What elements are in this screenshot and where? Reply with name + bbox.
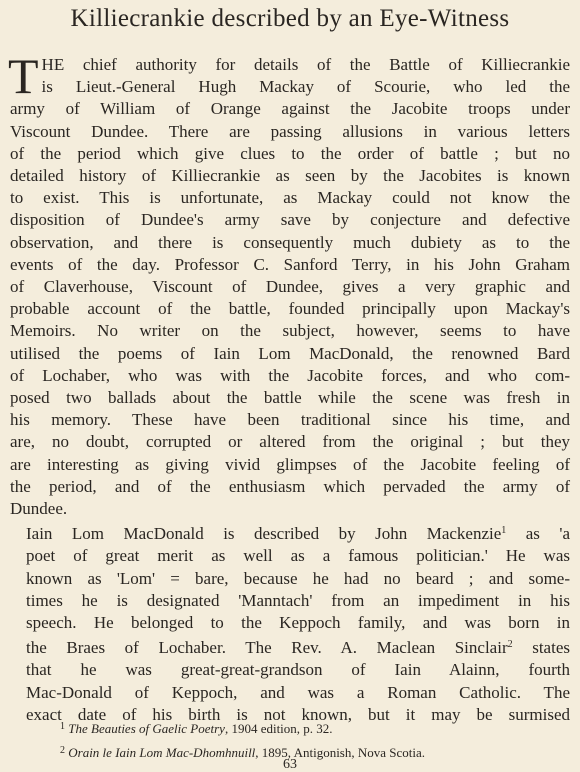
text-line: Dundee. <box>10 499 68 519</box>
text-segment: Iain Lom MacDonald is described by John Mackenzie <box>26 524 502 544</box>
text-line: his memory. These have been traditional since his time, and <box>10 410 570 430</box>
page-title: Killiecrankie described by an Eye-Witness <box>70 5 510 32</box>
text-line: known as 'Lom' = bare, because he had no beard ; and some- <box>26 568 570 588</box>
text-line: observation, and there is consequently much dubiety as to the <box>10 232 570 252</box>
text-line: Mac-Donald of Keppoch, and was a Roman Catholic. The <box>26 682 570 702</box>
text-line: posed two ballads about the battle while the scene was fresh in <box>10 388 570 408</box>
body-text <box>8 48 570 726</box>
footnote-title: The Beauties of Gaelic Poetry <box>68 721 225 736</box>
text-segment: the Braes of Lochaber. The Rev. A. Maclean Sinclair <box>26 638 508 658</box>
text-line: that he was great-great-grandson of Iain Alainn, fourth <box>26 660 570 680</box>
text-line: speech. He belonged to the Keppoch family, and was born in <box>26 613 570 633</box>
text-line: the period, and of the enthusiasm which pervaded the army of <box>10 476 570 496</box>
text-line: detailed history of Killiecrankie as seen by the Jacobites is known <box>10 166 570 186</box>
text-line: Memoirs. No writer on the subject, however, seems to have <box>10 321 570 341</box>
text-line: to exist. This is unfortunate, as Mackay could not know the <box>10 188 570 208</box>
text-line <box>10 634 570 659</box>
text-line: is Lieut.-General Hugh Mackay of Scourie, who led the <box>41 77 570 97</box>
footnote-1 <box>60 716 560 740</box>
footnote-ref: 1 <box>501 525 507 537</box>
footnotes <box>60 716 560 764</box>
text-line: probable account of the battle, founded principally upon Mackay's <box>10 299 570 319</box>
text-segment: states <box>532 638 570 658</box>
text-line: utilised the poems of Iain Lom MacDonald, the renowned Bard <box>10 343 570 363</box>
text-line <box>10 520 570 545</box>
text-line: disposition of Dundee's army save by conjecture and defective <box>10 210 570 230</box>
text-line: of the period which give clues to the order of battle ; but no <box>10 143 570 163</box>
text-line: are, no doubt, corrupted or altered from the original ; but they <box>10 432 570 452</box>
text-line: exact date of his birth is not known, but it may be surmised <box>26 704 570 724</box>
drop-cap: T <box>8 48 39 104</box>
footnote-text: , 1904 edition, p. 32. <box>224 721 333 736</box>
text-line: Viscount Dundee. There are passing allusions in various letters <box>10 121 570 141</box>
page-number: 63 <box>283 757 297 772</box>
footnote-ref: 2 <box>507 639 513 651</box>
text-segment: as 'a <box>525 524 570 544</box>
text-line: poet of great merit as well as a famous politician.' He was <box>26 546 570 566</box>
text-line: times he is designated 'Manntach' from an impediment in his <box>26 590 570 610</box>
text-line: of Claverhouse, Viscount of Dundee, gives a very graphic and <box>10 277 570 297</box>
text-line: are interesting as giving vivid glimpses of the Jacobite feeling of <box>10 454 570 474</box>
paragraph-1 <box>8 48 570 520</box>
footnote-mark: 2 <box>60 745 65 756</box>
footnote-text: , 1895, Antigonish, Nova Scotia. <box>255 745 426 760</box>
text-line: events of the day. Professor C. Sanford Terry, in his John Graham <box>10 254 570 274</box>
footnote-mark: 1 <box>60 721 65 732</box>
text-line: HE chief authority for details of the Battle of Killiecrankie <box>41 55 570 74</box>
paragraph-2 <box>10 520 570 726</box>
text-line: army of William of Orange against the Jacobite troops under <box>10 99 570 119</box>
footnote-title: Orain le Iain Lom Mac-Dhomhnuill <box>68 745 256 760</box>
text-line: of Lochaber, who was with the Jacobite forces, and who com- <box>10 365 570 385</box>
